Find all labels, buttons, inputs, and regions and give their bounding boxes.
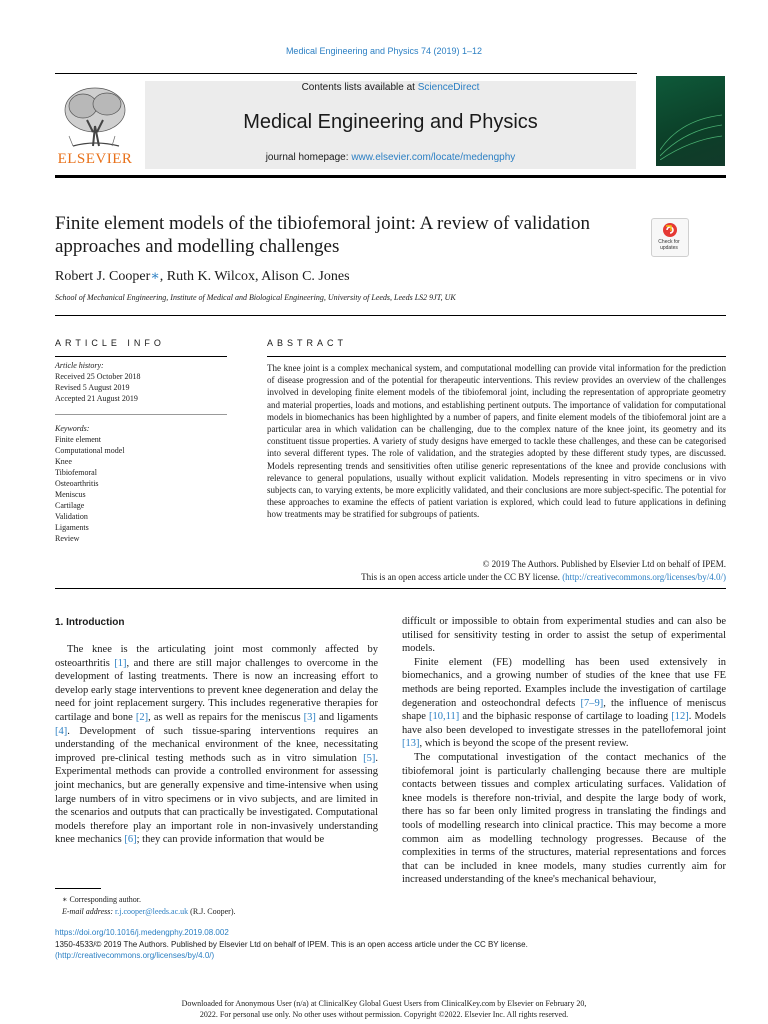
citation-link[interactable]: [12]	[671, 711, 689, 723]
keyword: Computational model	[55, 446, 125, 455]
license-prefix: This is an open access article under the CC BY license.	[361, 572, 563, 582]
abstract-rule	[267, 356, 726, 357]
citation-link[interactable]: [3]	[303, 711, 316, 723]
citation-link[interactable]: [1]	[114, 657, 127, 669]
cover-decoration-icon	[660, 110, 722, 160]
affiliation: School of Mechanical Engineering, Institute of Medical and Biological Engineering, University of Leeds, Leeds LS2 9JT, UK	[55, 293, 456, 302]
check-updates-label: Check for updates	[658, 239, 680, 251]
other-authors: , Ruth K. Wilcox, Alison C. Jones	[159, 269, 350, 284]
abstract-text: The knee joint is a complex mechanical system, and computational modelling can provide vital information for the prediction of disease progression and of the potential for therapeutic interventions. This review provides an overview of the challenges involved in developing finite element models of the tibiofemoral joint, including the representation of appropriate geometry and material properties, loads and motions, and establishing pertinent outputs. The importance of validation for computational models in biomechanics has been highlighted by a number of papers, and finite element models of the tibiofemoral joint are a particular area in which validation can be challenging, due to the complex nature of the knee joint, its geometry and its constituent tissue properties. A variety of study designs have emerged to tackle these challenges, and these can be categorised into several different types. The role of validation, and the strategies adopted by these different study types, are discussed. Models representing trends and sensitivities often utilise generic representations of the knee and provide conclusions with relevance to general populations, usually without explicit validation. Models representing in vitro specimens or in vivo subjects can, to varying extents, be more explicitly validated, and their conclusions are more subject-specific. The potential for these approaches to examine the effects of patient variation is explored, which could lead to future applications in defining how treatments may be stratified for subgroups of patients.	[267, 363, 726, 520]
doi-block	[55, 927, 528, 962]
download-note	[0, 999, 768, 1020]
download-note-line1: Downloaded for Anonymous User (n/a) at ClinicalKey Global Guest Users from ClinicalKey.com by Elsevier on February 20,	[181, 999, 587, 1008]
body-column-right	[402, 615, 726, 887]
homepage-line	[145, 152, 636, 163]
check-for-updates-button[interactable]	[651, 218, 689, 257]
keyword: Meniscus	[55, 490, 86, 499]
homepage-link[interactable]: www.elsevier.com/locate/medengphy	[351, 152, 516, 163]
history-label: Article history:	[55, 361, 104, 370]
corresponding-footnote	[62, 894, 235, 918]
doi-link[interactable]: https://doi.org/10.1016/j.medengphy.2019.08.002	[55, 928, 229, 937]
license-link[interactable]: (http://creativecommons.org/licenses/by/4.0/)	[562, 572, 726, 582]
abstract-bottom-rule	[55, 588, 726, 589]
footnote-email: E-mail address: r.j.cooper@leeds.ac.uk (R.J. Cooper).	[62, 907, 236, 916]
contents-prefix: Contents lists available at	[301, 82, 418, 93]
check-updates-icon	[662, 222, 678, 238]
revised-date: Revised 5 August 2019	[55, 383, 130, 392]
journal-name: Medical Engineering and Physics	[243, 111, 538, 133]
contents-line	[145, 82, 636, 93]
keyword: Ligaments	[55, 523, 89, 532]
received-date: Received 25 October 2018	[55, 372, 141, 381]
keywords-label: Keywords:	[55, 424, 90, 433]
accepted-date: Accepted 21 August 2019	[55, 394, 138, 403]
abstract-heading: ABSTRACT	[267, 338, 348, 348]
intro-paragraph-continued: difficult or impossible to obtain from experimental studies and can also be utilised for sensitivity testing in order to assist the setup of experimental models.	[402, 616, 726, 655]
citation-link[interactable]: [10,11]	[429, 711, 460, 723]
introduction-heading: 1. Introduction	[55, 617, 125, 628]
article-info-heading: ARTICLE INFO	[55, 338, 165, 348]
header-bottom-rule	[55, 175, 726, 178]
author-list	[55, 268, 350, 285]
abstract-license	[267, 572, 726, 582]
footnote-rule	[55, 888, 101, 889]
intro-paragraph-3: The computational investigation of the contact mechanics of the tibiofemoral joint is particularly challenging because there are multiple contacts between tissues and complex articulating surfaces. Validation of knee models is therefore non-trivial, and despite the large body of work, there has so far been only limited progress in translating the findings and tools of modelling research into clinical practice. This may become a more common aim as modelling technology progresses. Because of the complexities in terms of the structures, material representations and forces that can be included in knee models, many studies currently aim for increased understanding of the knee's mechanical behaviour,	[402, 751, 726, 886]
keywords-list	[55, 423, 125, 544]
citation-link[interactable]: [5]	[363, 752, 376, 764]
journal-citation[interactable]: Medical Engineering and Physics 74 (2019) 1–12	[285, 46, 483, 56]
download-note-line2: 2022. For personal use only. No other uses without permission. Copyright ©2022. Elsevier Inc. All rights reserved.	[199, 1009, 569, 1019]
keyword: Tibiofemoral	[55, 468, 97, 477]
article-history	[55, 360, 141, 404]
homepage-prefix: journal homepage:	[265, 152, 352, 163]
title-rule	[55, 315, 726, 316]
email-link[interactable]: r.j.cooper@leeds.ac.uk	[115, 907, 189, 916]
intro-paragraph-1: The knee is the articulating joint most commonly affected by osteoarthritis [1], and there are still major challenges to overcome in the development of lasting treatments. There is now an increasing effort to develop early stage interventions to prevent knee degeneration and delay the need for joint replacement surgery. This includes regenerative therapies for cartilage and bone [2], as well as repairs for the meniscus [3] and ligaments [4]. Development of such tissue-sparing interventions requires an understanding of the mechanical environment of the knee, necessitating improved pre-clinical testing methods such as in vitro simulation [5]. Experimental methods can provide a controlled environment for assessing joint mechanics, but are generally expensive and time-intensive when using large numbers of in vitro specimens or in vivo subjects, and are limited in the scenarios and outputs that can practically be investigated. Computational models therefore play an important role in non-invasively understanding knee mechanics [6]; they can provide information that would be	[55, 644, 378, 846]
citation-link[interactable]: [7–9]	[580, 697, 604, 709]
footnote-corresponding: ∗ Corresponding author.	[62, 895, 141, 904]
paper-title: Finite element models of the tibiofemoral joint: A review of validation approaches and modelling challenges	[55, 213, 591, 257]
citation-link[interactable]: [13]	[402, 738, 420, 750]
doi-license-link[interactable]: (http://creativecommons.org/licenses/by/4.0/)	[55, 951, 215, 960]
article-info-rule	[55, 356, 227, 357]
sciencedirect-link[interactable]: ScienceDirect	[417, 82, 480, 93]
keyword: Validation	[55, 512, 88, 521]
keyword: Cartilage	[55, 501, 85, 510]
citation-link[interactable]: [2]	[135, 711, 149, 723]
author-cooper: Robert J. Cooper	[55, 269, 151, 284]
top-rule	[55, 73, 637, 74]
keyword: Finite element	[55, 435, 101, 444]
keyword: Knee	[55, 457, 72, 466]
keyword: Review	[55, 534, 80, 543]
citation-link[interactable]: [6]	[124, 834, 137, 846]
elsevier-wordmark: ELSEVIER	[57, 151, 133, 167]
body-column-left	[55, 643, 378, 847]
issn-line: 1350-4533/© 2019 The Authors. Published by Elsevier Ltd on behalf of IPEM. This is an open access article under the CC BY license.	[55, 939, 528, 949]
keyword: Osteoarthritis	[55, 479, 99, 488]
corresponding-author-mark[interactable]: ∗	[150, 269, 160, 284]
abstract-copyright: © 2019 The Authors. Published by Elsevier Ltd on behalf of IPEM.	[482, 559, 726, 569]
intro-paragraph-2: Finite element (FE) modelling has been used extensively in biomechanics, and a growing number of studies of the knee that use FE methods are being reported. Examples include the investigation of cartilage degeneration and osteochondral defects [7–9], the influence of meniscus shape [10,11] and the biphasic response of cartilage to loading [12]. Models have also been developed to investigate stresses in the patellofemoral joint [13], which is beyond the scope of the present review.	[402, 656, 727, 750]
citation-link[interactable]: [4]	[55, 725, 68, 737]
keywords-rule	[55, 414, 227, 415]
